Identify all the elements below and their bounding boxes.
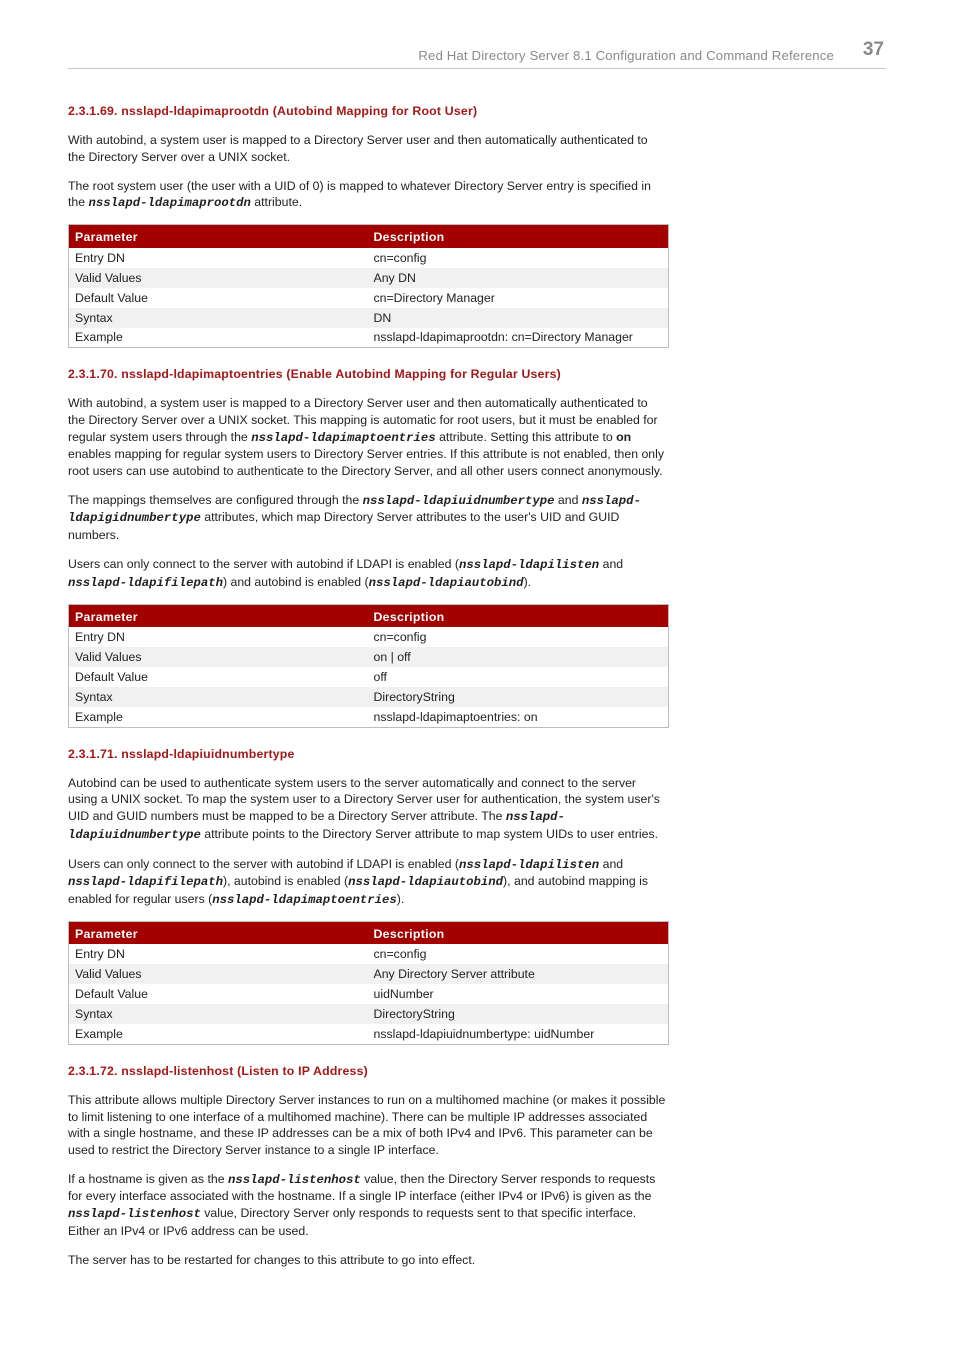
paragraph: Users can only connect to the server with autobind if LDAPI is enabled (nsslapd-ldapilisten and nsslapd-ldapifilepath), autobind is enabled (nsslapd-ldapiautobind), and autobind mapping is enabled for regular users (nsslapd-ldapimaptoentries). <box>68 856 648 907</box>
description-cell: Any DN <box>368 268 669 288</box>
parameter-table-ldapimaprootdn <box>68 224 669 348</box>
attribute-name: nsslapd-ldapigidnumbertype <box>68 493 641 526</box>
table-row <box>69 687 669 707</box>
attribute-name: nsslapd-ldapifilepath <box>68 575 223 590</box>
parameter-cell: Default Value <box>75 670 148 685</box>
description-cell: off <box>373 670 387 685</box>
attribute-name: nsslapd-ldapilisten <box>458 857 600 872</box>
description-cell: DirectoryString <box>368 687 669 707</box>
table-row <box>69 984 669 1004</box>
parameter-cell: Example <box>75 709 123 724</box>
column-header-description: Description <box>368 604 669 627</box>
attribute-name: nsslapd-ldapimaptoentries <box>251 430 436 445</box>
parameter-cell: Valid Values <box>69 268 368 288</box>
paragraph: This attribute allows multiple Directory Server instances to run on a multihomed machine (or makes it possible to limit listening to one interface of a multihomed machine). There can be multiple IP addresses associated with a single hostname, and these IP addresses can be a mix of both IPv4 and IPv6. This parameter can be used to restrict the Directory Server instance to a single IP interface. <box>68 1092 666 1157</box>
paragraph: The server has to be restarted for changes to this attribute to go into effect. <box>68 1252 476 1267</box>
parameter-cell: Default Value <box>75 290 148 305</box>
table-row <box>69 667 669 687</box>
attribute-name: nsslapd-listenhost <box>68 1207 201 1222</box>
description-cell: nsslapd-ldapimaptoentries: on <box>373 709 538 724</box>
parameter-table-ldapiuidnumbertype <box>68 921 669 1045</box>
parameter-cell: Valid Values <box>69 964 368 984</box>
description-cell: nsslapd-ldapiuidnumbertype: uidNumber <box>373 1026 595 1041</box>
table-row <box>69 627 669 647</box>
parameter-cell: Example <box>75 330 123 345</box>
description-cell: cn=config <box>373 947 427 962</box>
attribute-name: nsslapd-ldapiautobind <box>368 575 524 590</box>
paragraph: Autobind can be used to authenticate system users to the server automatically and connect to the server using a UNIX socket. To map the system user to a Directory Server user for authentication, the system user's UID and GUID numbers must be mapped to be a Directory Server attribute. The nsslapd-ldapiuidnumbertype attribute points to the Directory Server attribute to map system UIDs to user entries. <box>68 775 660 842</box>
description-cell: DN <box>368 308 669 328</box>
table-row <box>69 964 669 984</box>
column-header-parameter: Parameter <box>69 225 368 248</box>
paragraph: Users can only connect to the server with autobind if LDAPI is enabled (nsslapd-ldapilisten and nsslapd-ldapifilepath) and autobind is enabled (nsslapd-ldapiautobind). <box>68 557 624 590</box>
column-header-description: Description <box>368 921 669 944</box>
parameter-cell: Syntax <box>69 308 368 328</box>
table-row <box>69 707 669 727</box>
paragraph: The root system user (the user with a UID of 0) is mapped to whatever Directory Server entry is specified in the nsslapd-ldapimaprootdn attribute. <box>68 178 651 211</box>
table-row <box>69 308 669 328</box>
description-cell: cn=config <box>373 630 427 645</box>
description-cell: cn=config <box>373 250 427 265</box>
attribute-name: nsslapd-ldapifilepath <box>68 875 223 890</box>
table-header-row <box>69 225 669 248</box>
parameter-cell: Default Value <box>75 987 148 1002</box>
description-cell: on | off <box>368 647 669 667</box>
table-header-row <box>69 604 669 627</box>
column-header-description: Description <box>368 225 669 248</box>
parameter-cell: Syntax <box>69 687 368 707</box>
table-row <box>69 268 669 288</box>
table-row <box>69 1024 669 1044</box>
paragraph: If a hostname is given as the nsslapd-listenhost value, then the Directory Server responds to requests for every interface associated with the hostname. If a single IP interface (either IPv4 or IPv6) is given as the nsslapd-listenhost value, Directory Server only responds to requests sent to that specific interface. Either an IPv4 or IPv6 address can be used. <box>68 1171 656 1238</box>
table-row <box>69 1004 669 1024</box>
table-row <box>69 288 669 308</box>
paragraph: With autobind, a system user is mapped to a Directory Server user and then automatically authenticated to the Directory Server over a UNIX socket. This mapping is automatic for root users, but it must be enabled for regular system users through the nsslapd-ldapimaptoentries attribute. Setting this attribute to on enables mapping for regular system users to Directory Server entries. If this attribute is not enabled, then only root users can use autobind to authenticate to the Directory Server, and all other users connect anonymously. <box>68 396 665 478</box>
page-header <box>68 40 886 69</box>
attribute-name: nsslapd-ldapiuidnumbertype <box>362 493 555 508</box>
section-heading-ldapiuidnumbertype: 2.3.1.71. nsslapd-ldapiuidnumbertype <box>68 746 295 761</box>
parameter-cell: Example <box>75 1026 123 1041</box>
table-row <box>69 647 669 667</box>
parameter-cell: Valid Values <box>69 647 368 667</box>
parameter-cell: Syntax <box>69 1004 368 1024</box>
table-row <box>69 248 669 268</box>
document-title: Red Hat Directory Server 8.1 Configuration and Command Reference <box>418 48 834 63</box>
table-header-row <box>69 921 669 944</box>
section-heading-listenhost: 2.3.1.72. nsslapd-listenhost (Listen to IP Address) <box>68 1063 368 1078</box>
attribute-name: nsslapd-listenhost <box>227 1172 361 1187</box>
attribute-name: nsslapd-ldapimaprootdn <box>88 196 251 211</box>
description-cell: nsslapd-ldapimaprootdn: cn=Directory Manager <box>373 330 633 345</box>
description-cell: Any Directory Server attribute <box>368 964 669 984</box>
paragraph: The mappings themselves are configured through the nsslapd-ldapiuidnumbertype and nsslapd-ldapigidnumbertype attributes, which map Directory Server attributes to the user's UID and GUID numbers. <box>68 492 641 543</box>
description-cell: uidNumber <box>373 987 434 1002</box>
page-number: 37 <box>862 39 884 60</box>
parameter-cell: Entry DN <box>75 250 125 265</box>
description-cell: DirectoryString <box>368 1004 669 1024</box>
paragraph: With autobind, a system user is mapped to a Directory Server user and then automatically authenticated to the Directory Server over a UNIX socket. <box>68 133 648 164</box>
parameter-cell: Entry DN <box>75 630 125 645</box>
description-cell: cn=Directory Manager <box>373 290 495 305</box>
section-heading-ldapimaprootdn: 2.3.1.69. nsslapd-ldapimaprootdn (Autobind Mapping for Root User) <box>68 104 478 118</box>
attribute-name: nsslapd-ldapimaptoentries <box>212 892 397 907</box>
attribute-name: nsslapd-ldapiautobind <box>348 875 504 890</box>
column-header-parameter: Parameter <box>69 604 368 627</box>
column-header-parameter: Parameter <box>69 921 368 944</box>
parameter-cell: Entry DN <box>75 947 125 962</box>
page-content <box>68 103 668 1281</box>
table-row <box>69 328 669 348</box>
attribute-name: nsslapd-ldapilisten <box>458 558 600 573</box>
section-heading-ldapimaptoentries: 2.3.1.70. nsslapd-ldapimaptoentries (Enable Autobind Mapping for Regular Users) <box>68 367 561 382</box>
table-row <box>69 944 669 964</box>
attribute-name: nsslapd-ldapiuidnumbertype <box>68 810 565 842</box>
parameter-table-ldapimaptoentries <box>68 604 669 728</box>
